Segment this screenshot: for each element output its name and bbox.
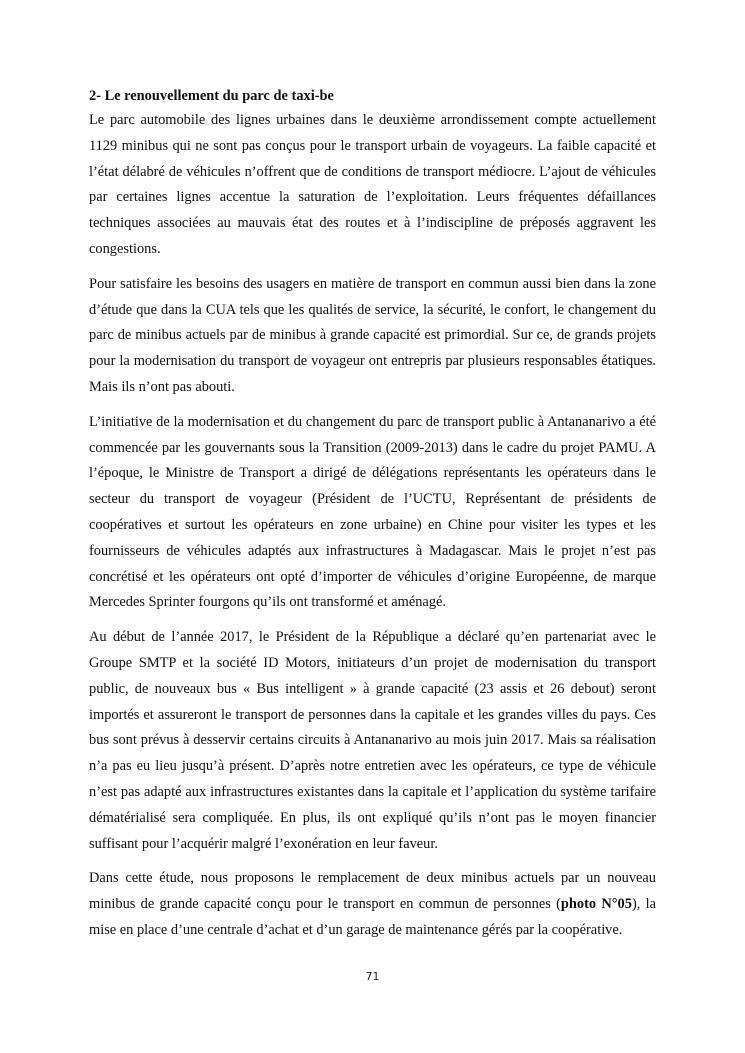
paragraph-user-needs: Pour satisfaire les besoins des usagers en matière de transport en commun aussi bien dans la zone d’étude que dans la CUA tels que les qualités de service, la sécurité, le confort, le changement du parc de minibus actuels par de minibus à grande capacité est primordial. Sur ce, de grands projets pour la modernisation du transport de voyageur ont entrepris par plusieurs responsables étatiques. Mais ils n’ont pas abouti.	[89, 275, 656, 395]
photo-reference: photo N°05	[560, 896, 632, 913]
proposal-text-after: ), la mise en place d’une centrale d’achat et d’un garage de maintenance gérés par la coopérative.	[89, 896, 657, 938]
paragraph-proposal	[89, 866, 656, 943]
paragraph-smart-bus-2017: Au début de l’année 2017, le Président de la République a déclaré qu’en partenariat avec le Groupe SMTP et la société ID Motors, initiateurs d’un projet de modernisation du transport public, de nouveaux bus « Bus intelligent » à grande capacité (23 assis et 26 debout) seront importés et assureront le transport de personnes dans la capitale et les grandes villes du pays. Ces bus sont prévus à desservir certains circuits à Antananarivo au mois juin 2017. Mais sa réalisation n’a pas eu lieu jusqu’à présent. D’après notre entretien avec les opérateurs, ce type de véhicule n’est pas adapté aux infrastructures existantes dans la capitale et l’application du système tarifaire dématérialisé sera compliquée. En plus, ils ont expliqué qu’ils n’ont pas le moyen financier suffisant pour l’acquérir malgré l’exonération en leur faveur.	[89, 629, 656, 852]
page-number: 71	[365, 970, 380, 983]
paragraph-fleet-state: Le parc automobile des lignes urbaines dans le deuxième arrondissement compte actuellement 1129 minibus qui ne sont pas conçus pour le transport urbain de voyageurs. La faible capacité et l’état délabré de véhicules n’offrent que de conditions de transport médiocre. L’ajout de véhicules par certaines lignes accentue la saturation de l’exploitation. Leurs fréquentes défaillances techniques associées au mauvais état des routes et à l’indiscipline de préposés aggravent les congestions.	[89, 112, 656, 257]
proposal-text-before: Dans cette étude, nous proposons le remplacement de deux minibus actuels par un nouveau minibus de grande capacité conçu pour le transport en commun de personnes (	[89, 870, 656, 913]
document-page	[89, 84, 656, 953]
section-heading: 2- Le renouvellement du parc de taxi-be	[89, 88, 334, 104]
paragraph-pamu-initiative: L’initiative de la modernisation et du changement du parc de transport public à Antananarivo a été commencée par les gouvernants sous la Transition (2009-2013) dans le cadre du projet PAMU. A l’époque, le Ministre de Transport a dirigé de délégations représentants les opérateurs dans le secteur du transport de voyageur (Président de l’UCTU, Représentant de présidents de coopératives et surtout les opérateurs en zone urbaine) en Chine pour visiter les types et les fournisseurs de véhicules adaptés aux infrastructures à Madagascar. Mais le projet n’est pas concrétisé et les opérateurs ont opté d’importer de véhicules d’origine Européenne, de marque Mercedes Sprinter fourgons qu’ils ont transformé et aménagé.	[89, 413, 656, 611]
